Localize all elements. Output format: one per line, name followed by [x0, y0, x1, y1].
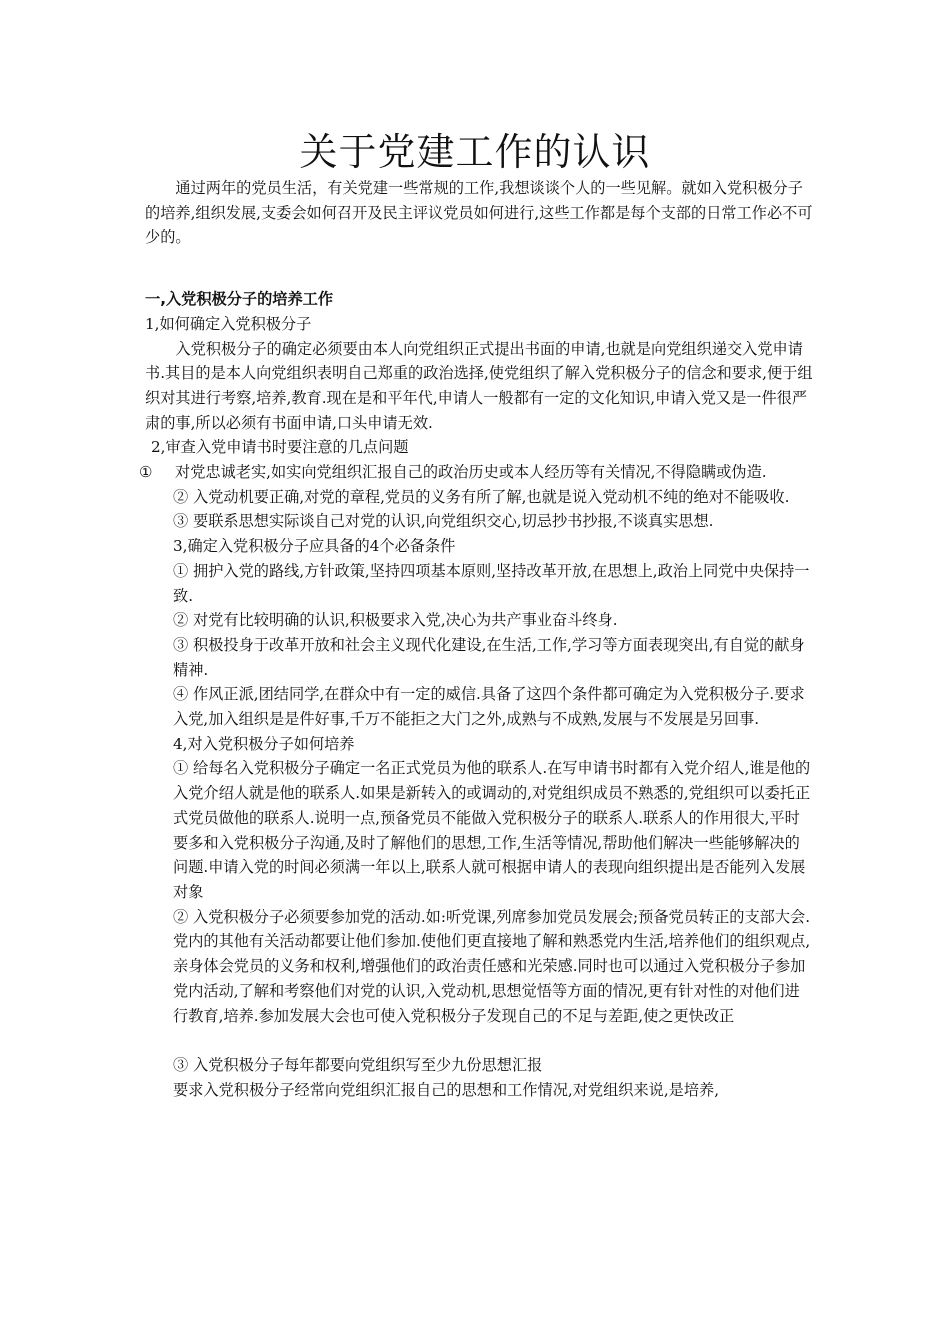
list-item-text: [167, 460, 813, 485]
list-item: [139, 460, 813, 485]
list-marker: ①: [173, 561, 189, 580]
list-item-text: 对党有比较明确的认识,积极要求入党,决心为共产事业奋斗终身.: [193, 611, 618, 630]
document-title: 关于党建工作的认识: [299, 130, 651, 174]
subsection-title-4: 4,对入党积极分子如何培养: [173, 734, 355, 753]
list-item: [173, 509, 813, 534]
list-item: [173, 1053, 813, 1078]
list-marker: ②: [173, 611, 189, 630]
list-marker: ④: [173, 685, 189, 704]
list-marker: ②: [173, 487, 189, 506]
subsection-title-2: 2,审查入党申请书时要注意的几点问题: [151, 438, 409, 457]
document-body: [139, 176, 813, 1102]
list-marker: ③: [173, 1055, 189, 1074]
list-item-text: 入党积极分子必须要参加党的活动.如:听党课,列席参加党员发展会;预备党员转正的支部大会.党内的其他有关活动都要让他们参加.使他们更直接地了解和熟悉党内生活,培养他们的组织观点,亲身体会党员的义务和权利,增强他们的政治责任感和光荣感.同时也可以通过入党积极分子参加党内活动,了解和考察他们对党的认识,入党动机,思想觉悟等方面的情况,更有针对性的对他们进行教育,培养.参加发展大会也可使入党积极分子发现自己的不足与差距,使之更快改正: [173, 907, 811, 1025]
paragraph-tail: 要求入党积极分子经常向党组织汇报自己的思想和工作情况,对党组织来说,是培养,: [173, 1080, 720, 1099]
subsection-title-1: 1,如何确定入党积极分子: [145, 314, 312, 333]
subsection-title-3: 3,确定入党积极分子应具备的4个必备条件: [173, 537, 456, 556]
list-item-text: 给每名入党积极分子确定一名正式党员为他的联系人.在写申请书时都有入党介绍人,谁是他的入党介绍人就是他的联系人.如果是新转入的或调动的,对党组织成员不熟悉的,党组织可以委托正式党员做他的联系人.说明一点,预备党员不能做入党积极分子的联系人.联系人的作用很大,平时要多和入党积极分子沟通,及时了解他们的思想,工作,生活等情况,帮助他们解决一些能够解决的问题.申请入党的时间必须满一年以上,联系人就可根据申请人的表现向组织提出是否能列入发展对象: [173, 759, 811, 901]
list-item: [173, 608, 813, 633]
list-marker: ①: [173, 759, 189, 778]
list-item: [173, 633, 813, 682]
list-item: [173, 682, 813, 731]
list-item-text: 入党动机要正确,对党的章程,党员的义务有所了解,也就是说入党动机不纯的绝对不能吸收.: [193, 487, 790, 506]
list-marker: ①: [139, 463, 153, 482]
intro-paragraph: 通过两年的党员生活，有关党建一些常规的工作,我想谈谈个人的一些见解。就如入党积极分子的培养,组织发展,支委会如何召开及民主评议党员如何进行,这些工作都是每个支部的日常工作必不可少的。: [145, 179, 813, 247]
list-item-text: 积极投身于改革开放和社会主义现代化建设,在生活,工作,学习等方面表现突出,有自觉的献身精神.: [173, 635, 805, 679]
list-item-text: 作风正派,团结同学,在群众中有一定的威信.具备了这四个条件都可确定为入党积极分子.要求入党,加入组织是是件好事,千万不能拒之大门之外,成熟与不成熟,发展与不发展是另回事.: [173, 685, 805, 729]
spacer: [145, 250, 813, 287]
list-marker: ②: [173, 907, 189, 926]
subsection-body-1: 入党积极分子的确定必须要由本人向党组织正式提出书面的申请,也就是向党组织递交入党申请书.其目的是本人向党组织表明自己郑重的政治选择,使党组织了解入党积极分子的信念和要求,便于组织对其进行考察,培养,教育.现在是和平年代,申请人一般都有一定的文化知识,申请入党又是一件很严肃的事,所以必须有书面申请,口头申请无效.: [145, 339, 813, 432]
list-item: [173, 756, 813, 904]
list-item: [173, 485, 813, 510]
list-marker: ③: [173, 512, 189, 531]
list-item-text: 入党积极分子每年都要向党组织写至少九份思想汇报: [193, 1055, 543, 1074]
list-block-2: [145, 485, 813, 1103]
list-item: [173, 905, 813, 1029]
list-item-text: 拥护入党的路线,方针政策,坚持四项基本原则,坚持改革开放,在思想上,政治上同党中央保持一致.: [173, 561, 810, 605]
list-item: [173, 559, 813, 608]
spacer: [173, 1028, 813, 1053]
list-item-text-inner: 对党忠诚老实,如实向党组织汇报自己的政治历史或本人经历等有关情况,不得隐瞒或伪造.: [175, 463, 767, 482]
list-item-text: 要联系思想实际谈自己对党的认识,向党组织交心,切忌抄书抄报,不谈真实思想.: [193, 512, 714, 531]
list-marker: ③: [173, 635, 189, 654]
section-heading: 一,入党积极分子的培养工作: [145, 290, 334, 309]
